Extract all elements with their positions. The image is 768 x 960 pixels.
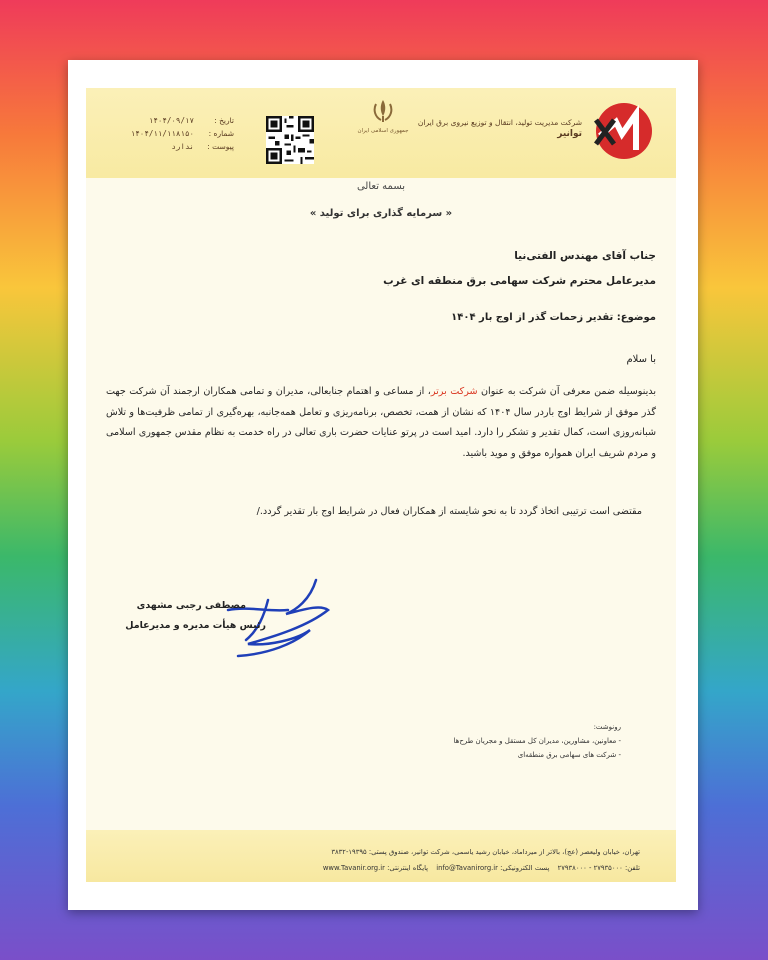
attachment-value: ندارد [171, 142, 194, 151]
handwritten-signature-icon [198, 570, 338, 660]
number-label: شماره : [208, 129, 234, 138]
letter-page [86, 88, 676, 882]
number-row [114, 127, 234, 140]
attachment-label: پیوست : [207, 142, 234, 151]
cc-list [454, 720, 621, 762]
year-slogan: « سرمایه گذاری برای تولید » [309, 208, 453, 219]
highlight-top-company: شرکت برتر [430, 386, 478, 397]
cc-title: رونوشت: [593, 723, 621, 731]
signatory-role: رئیس هیأت مدیره و مدیرعامل [125, 620, 266, 631]
letter-footer [86, 830, 676, 882]
recipient-name: جناب آقای مهندس الفتی‌نیا [514, 250, 656, 262]
date-row [114, 114, 234, 127]
letter-meta [114, 114, 234, 153]
paragraph-rest: ، از مساعی و اهتمام جنابعالی، مدیران و تمامی همکاران ارجمند آن شرکت جهت گذر موفق از شرایط اوج باردر سال ۱۴۰۴ که نشان از همت، تخصص، برنامه‌ریزی و تعامل همه‌جانبه، بهره‌گیری از تمامی ظرفیت‌ها و تلاش شبانه‌روزی است، کمال تقدیر و تشکر را دارد. امید است در پرتو عنایات حضرت باری تعالی در راه خدمت به نظام مقدس جمهوری اسلامی و مردم شریف ایران همواره موفق و موید باشید. [106, 386, 656, 459]
document-paper [68, 60, 698, 910]
letterhead [86, 88, 676, 178]
cc-item: - معاونین، مشاورین، مدیران کل مستقل و مجریان طرح‌ها [453, 737, 621, 745]
footer-email: پست الکترونیکی: info@Tavanirorg.ir [436, 864, 550, 872]
tavanir-logo-icon [586, 100, 656, 162]
paragraph-start: بدینوسیله ضمن معرفی آن شرکت به عنوان [477, 386, 657, 397]
qr-code-icon [266, 116, 314, 164]
greeting: با سلام [626, 354, 656, 365]
iran-emblem-icon [371, 98, 395, 124]
date-label: تاریخ : [214, 116, 234, 125]
letter-subject: موضوع: تقدیر زحمات گذر از اوج بار ۱۴۰۴ [451, 312, 656, 323]
besmellah: بسمه تعالی [356, 181, 406, 192]
org-brand [418, 118, 582, 139]
footer-phone: تلفن: ۲۷۹۳۵۰۰۰ - ۲۷۹۳۸۰۰۰ [557, 864, 640, 872]
national-emblem [348, 98, 418, 135]
footer-website: پایگاه اینترنتی: www.Tavanir.org.ir [322, 864, 429, 872]
emblem-caption: جمهوری اسلامی ایران [357, 128, 409, 134]
footer-address: تهران، خیابان ولیعصر (عج)، بالاتر از میرداماد، خیابان رشید یاسمی، شرکت توانیر، صندوق پستی: ۱۹۳۹۵-۳۸۳۲ [331, 848, 640, 856]
recipient-title: مدیرعامل محترم شرکت سهامی برق منطقه ای غرب [383, 275, 656, 287]
attachment-row [114, 140, 234, 153]
number-value: ۱۴۰۴/۱۱/۱۱۸۱۵۰ [130, 129, 194, 138]
org-name: شرکت مدیریت تولید، انتقال و توزیع نیروی برق ایران [417, 118, 582, 127]
footer-contacts [317, 864, 640, 872]
cc-item: - شرکت های سهامی برق منطقه‌ای [517, 751, 621, 759]
brand-name: توانیر [557, 129, 582, 139]
closing-line: مقتضی است ترتیبی اتخاذ گردد تا به نحو شایسته از همکاران فعال در شرایط اوج بار تقدیر گردد./ [256, 506, 642, 517]
letter-paragraph [106, 382, 656, 464]
date-value: ۱۴۰۴/۰۹/۱۷ [148, 116, 194, 125]
signatory-name: مصطفی رجبی مشهدی [136, 600, 246, 611]
